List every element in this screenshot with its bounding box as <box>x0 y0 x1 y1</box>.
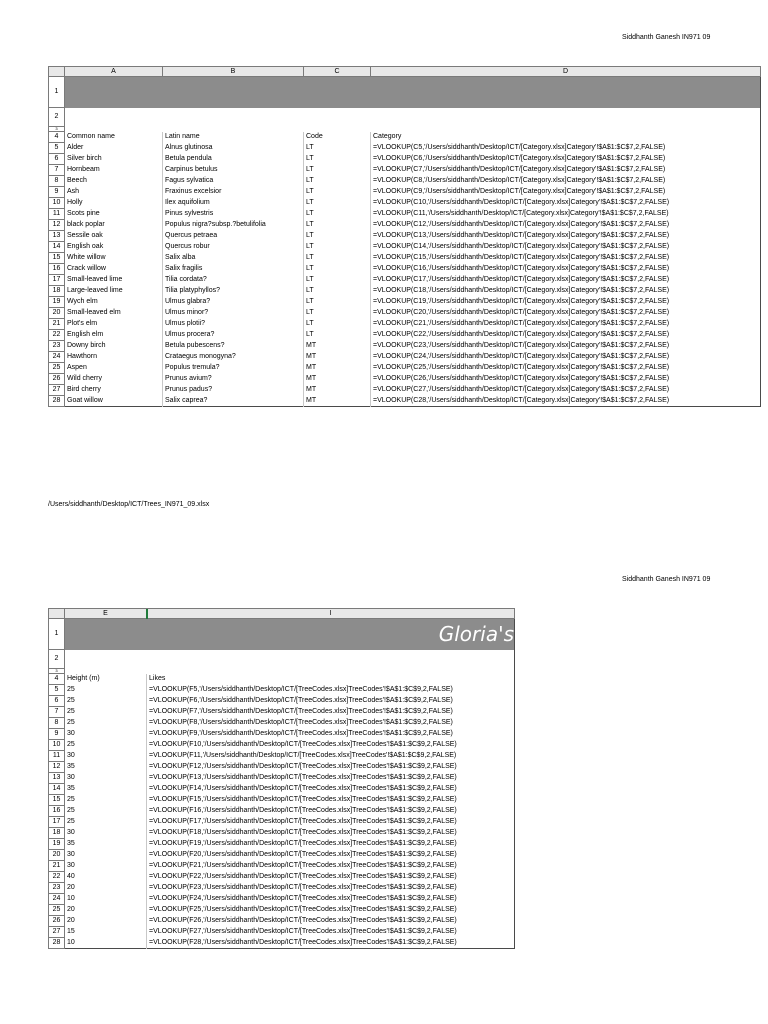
cell-category-formula[interactable]: =VLOOKUP(C15,'/Users/siddhanth/Desktop/ICT/[Category.xlsx]Category'!$A$1:$C$7,2,FALSE) <box>371 253 761 264</box>
cell-category-formula[interactable]: =VLOOKUP(C16,'/Users/siddhanth/Desktop/ICT/[Category.xlsx]Category'!$A$1:$C$7,2,FALSE) <box>371 264 761 275</box>
table-row <box>49 396 761 407</box>
header-likes[interactable]: Likes <box>147 674 515 685</box>
row-number[interactable]: 13 <box>49 231 65 242</box>
row-number[interactable]: 24 <box>49 352 65 363</box>
table-row <box>49 209 761 220</box>
cell-likes-formula[interactable]: =VLOOKUP(F5,'/Users/siddhanth/Desktop/ICT/[TreeCodes.xlsx]TreeCodes'!$A$1:$C$9,2,FALSE) <box>147 685 515 696</box>
column-header-row <box>49 609 515 619</box>
row-number[interactable]: 9 <box>49 187 65 198</box>
cell-code[interactable]: LT <box>304 198 371 209</box>
cell-category-formula[interactable]: =VLOOKUP(C23,'/Users/siddhanth/Desktop/ICT/[Category.xlsx]Category'!$A$1:$C$7,2,FALSE) <box>371 341 761 352</box>
file-path: /Users/siddhanth/Desktop/ICT/Trees_IN971_09.xlsx <box>48 501 210 508</box>
row-number[interactable]: 13 <box>49 773 65 784</box>
table-row <box>49 795 515 806</box>
cell-code[interactable]: LT <box>304 264 371 275</box>
row-number[interactable]: 28 <box>49 938 65 949</box>
cell-common-name[interactable]: Ash <box>65 187 163 198</box>
cell-likes-formula[interactable]: =VLOOKUP(F16,'/Users/siddhanth/Desktop/ICT/[TreeCodes.xlsx]TreeCodes'!$A$1:$C$9,2,FALSE) <box>147 806 515 817</box>
row-number[interactable]: 23 <box>49 341 65 352</box>
row-number[interactable]: 21 <box>49 319 65 330</box>
cell-common-name[interactable]: Hawthorn <box>65 352 163 363</box>
table-row <box>49 297 761 308</box>
cell-code[interactable]: LT <box>304 308 371 319</box>
row-number[interactable]: 25 <box>49 363 65 374</box>
table-row <box>49 872 515 883</box>
cell-category-formula[interactable]: =VLOOKUP(C11,'/Users/siddhanth/Desktop/ICT/[Category.xlsx]Category'!$A$1:$C$7,2,FALSE) <box>371 209 761 220</box>
cell-code[interactable]: LT <box>304 143 371 154</box>
cell-latin-name[interactable]: Carpinus betulus <box>163 165 304 176</box>
cell-common-name[interactable]: Small-leaved elm <box>65 308 163 319</box>
row-number[interactable]: 21 <box>49 861 65 872</box>
row-number[interactable]: 5 <box>49 143 65 154</box>
cell-common-name[interactable]: Downy birch <box>65 341 163 352</box>
cell-likes-formula[interactable]: =VLOOKUP(F17,'/Users/siddhanth/Desktop/ICT/[TreeCodes.xlsx]TreeCodes'!$A$1:$C$9,2,FALSE) <box>147 817 515 828</box>
row-number[interactable]: 20 <box>49 308 65 319</box>
table-row <box>49 308 761 319</box>
cell-height[interactable]: 20 <box>65 916 147 927</box>
cell-latin-name[interactable]: Ilex aquifolium <box>163 198 304 209</box>
table-row <box>49 341 761 352</box>
row-number[interactable]: 26 <box>49 374 65 385</box>
cell-code[interactable]: MT <box>304 363 371 374</box>
table-row <box>49 275 761 286</box>
table-row <box>49 784 515 795</box>
cell-code[interactable]: LT <box>304 209 371 220</box>
table-row <box>49 363 761 374</box>
table-row <box>49 729 515 740</box>
cell-likes-formula[interactable]: =VLOOKUP(F9,'/Users/siddhanth/Desktop/ICT/[TreeCodes.xlsx]TreeCodes'!$A$1:$C$9,2,FALSE) <box>147 729 515 740</box>
row-number[interactable]: 22 <box>49 330 65 341</box>
cell-category-formula[interactable]: =VLOOKUP(C25,'/Users/siddhanth/Desktop/ICT/[Category.xlsx]Category'!$A$1:$C$7,2,FALSE) <box>371 363 761 374</box>
corner-cell[interactable] <box>49 609 65 619</box>
cell-likes-formula[interactable]: =VLOOKUP(F27,'/Users/siddhanth/Desktop/ICT/[TreeCodes.xlsx]TreeCodes'!$A$1:$C$9,2,FALSE) <box>147 927 515 938</box>
table-row <box>49 154 761 165</box>
sheet-page1 <box>48 66 761 407</box>
banner-title[interactable]: Gloria's <box>65 619 515 650</box>
cell-code[interactable]: LT <box>304 165 371 176</box>
cell-height[interactable]: 20 <box>65 905 147 916</box>
blank-cell[interactable] <box>65 108 761 127</box>
table-row <box>49 330 761 341</box>
cell-category-formula[interactable]: =VLOOKUP(C8,'/Users/siddhanth/Desktop/ICT/[Category.xlsx]Category'!$A$1:$C$7,2,FALSE) <box>371 176 761 187</box>
row-number[interactable]: 8 <box>49 176 65 187</box>
cell-height[interactable]: 25 <box>65 718 147 729</box>
table-row <box>49 143 761 154</box>
cell-code[interactable]: LT <box>304 297 371 308</box>
row-number[interactable]: 6 <box>49 154 65 165</box>
cell-latin-name[interactable]: Pinus sylvestris <box>163 209 304 220</box>
cell-height[interactable]: 25 <box>65 817 147 828</box>
cell-height[interactable]: 25 <box>65 707 147 718</box>
table-row <box>49 883 515 894</box>
cell-latin-name[interactable]: Salix caprea? <box>163 396 304 407</box>
cell-code[interactable]: LT <box>304 242 371 253</box>
row-number[interactable]: 14 <box>49 242 65 253</box>
table-row <box>49 231 761 242</box>
row-number[interactable]: 18 <box>49 286 65 297</box>
cell-category-formula[interactable]: =VLOOKUP(C22,'/Users/siddhanth/Desktop/ICT/[Category.xlsx]Category'!$A$1:$C$7,2,FALSE) <box>371 330 761 341</box>
cell-code[interactable]: MT <box>304 385 371 396</box>
cell-likes-formula[interactable]: =VLOOKUP(F12,'/Users/siddhanth/Desktop/ICT/[TreeCodes.xlsx]TreeCodes'!$A$1:$C$9,2,FALSE) <box>147 762 515 773</box>
page2-header: Siddhanth Ganesh IN971 09 <box>622 576 711 583</box>
cell-height[interactable]: 10 <box>65 938 147 949</box>
column-header-e[interactable]: E <box>65 609 147 619</box>
cell-code[interactable]: LT <box>304 231 371 242</box>
row-number[interactable]: 19 <box>49 297 65 308</box>
row-number[interactable]: 3 <box>49 669 65 674</box>
cell-latin-name[interactable]: Fagus sylvatica <box>163 176 304 187</box>
cell-likes-formula[interactable]: =VLOOKUP(F21,'/Users/siddhanth/Desktop/ICT/[TreeCodes.xlsx]TreeCodes'!$A$1:$C$9,2,FALSE) <box>147 861 515 872</box>
row-number[interactable]: 18 <box>49 828 65 839</box>
row-number[interactable]: 19 <box>49 839 65 850</box>
cell-category-formula[interactable]: =VLOOKUP(C7,'/Users/siddhanth/Desktop/ICT/[Category.xlsx]Category'!$A$1:$C$7,2,FALSE) <box>371 165 761 176</box>
row-number[interactable]: 5 <box>49 685 65 696</box>
cell-code[interactable]: LT <box>304 286 371 297</box>
cell-category-formula[interactable]: =VLOOKUP(C20,'/Users/siddhanth/Desktop/ICT/[Category.xlsx]Category'!$A$1:$C$7,2,FALSE) <box>371 308 761 319</box>
cell-common-name[interactable]: Wild cherry <box>65 374 163 385</box>
column-selection-marker <box>146 609 148 619</box>
table-row <box>49 916 515 927</box>
header-latin-name[interactable]: Latin name <box>163 132 304 143</box>
row-number[interactable]: 3 <box>49 127 65 132</box>
table-row <box>49 198 761 209</box>
table-row <box>49 165 761 176</box>
table-row <box>49 385 761 396</box>
table-row <box>49 740 515 751</box>
row-number[interactable]: 16 <box>49 806 65 817</box>
cell-code[interactable]: LT <box>304 154 371 165</box>
cell-latin-name[interactable]: Populus tremula? <box>163 363 304 374</box>
row-number[interactable]: 6 <box>49 696 65 707</box>
row-number[interactable]: 12 <box>49 220 65 231</box>
cell-latin-name[interactable]: Ulmus minor? <box>163 308 304 319</box>
cell-common-name[interactable]: Beech <box>65 176 163 187</box>
cell-category-formula[interactable]: =VLOOKUP(C27,'/Users/siddhanth/Desktop/ICT/[Category.xlsx]Category'!$A$1:$C$7,2,FALSE) <box>371 385 761 396</box>
table-row <box>49 696 515 707</box>
row-number[interactable]: 16 <box>49 264 65 275</box>
header-code[interactable]: Code <box>304 132 371 143</box>
row-number[interactable]: 23 <box>49 883 65 894</box>
table-row <box>49 927 515 938</box>
cell-common-name[interactable]: Alder <box>65 143 163 154</box>
cell-likes-formula[interactable]: =VLOOKUP(F26,'/Users/siddhanth/Desktop/ICT/[TreeCodes.xlsx]TreeCodes'!$A$1:$C$9,2,FALSE) <box>147 916 515 927</box>
table-row <box>49 242 761 253</box>
table-row <box>49 707 515 718</box>
cell-height[interactable]: 35 <box>65 762 147 773</box>
corner-cell[interactable] <box>49 67 65 77</box>
cell-height[interactable]: 35 <box>65 839 147 850</box>
cell-common-name[interactable]: black poplar <box>65 220 163 231</box>
table-row <box>49 176 761 187</box>
cell-height[interactable]: 30 <box>65 773 147 784</box>
table-row <box>49 894 515 905</box>
cell-likes-formula[interactable]: =VLOOKUP(F11,'/Users/siddhanth/Desktop/ICT/[TreeCodes.xlsx]TreeCodes'!$A$1:$C$9,2,FALSE) <box>147 751 515 762</box>
table-row <box>49 220 761 231</box>
cell-likes-formula[interactable]: =VLOOKUP(F25,'/Users/siddhanth/Desktop/ICT/[TreeCodes.xlsx]TreeCodes'!$A$1:$C$9,2,FALSE) <box>147 905 515 916</box>
banner-row <box>49 619 515 650</box>
row-number[interactable]: 8 <box>49 718 65 729</box>
table-row <box>49 839 515 850</box>
cell-latin-name[interactable]: Quercus robur <box>163 242 304 253</box>
table-row <box>49 938 515 949</box>
cell-height[interactable]: 25 <box>65 685 147 696</box>
cell-code[interactable]: LT <box>304 220 371 231</box>
cell-latin-name[interactable]: Ulmus glabra? <box>163 297 304 308</box>
row-number[interactable]: 28 <box>49 396 65 407</box>
table-row <box>49 806 515 817</box>
table-row <box>49 374 761 385</box>
cell-likes-formula[interactable]: =VLOOKUP(F6,'/Users/siddhanth/Desktop/ICT/[TreeCodes.xlsx]TreeCodes'!$A$1:$C$9,2,FALSE) <box>147 696 515 707</box>
cell-code[interactable]: LT <box>304 330 371 341</box>
cell-latin-name[interactable]: Betula pubescens? <box>163 341 304 352</box>
header-row <box>49 674 515 685</box>
cell-common-name[interactable]: Goat willow <box>65 396 163 407</box>
cell-latin-name[interactable]: Prunus padus? <box>163 385 304 396</box>
table-row <box>49 850 515 861</box>
cell-common-name[interactable]: Bird cherry <box>65 385 163 396</box>
table-row <box>49 253 761 264</box>
cell-height[interactable]: 30 <box>65 751 147 762</box>
column-header-b[interactable]: B <box>163 67 304 77</box>
cell-latin-name[interactable]: Crataegus monogyna? <box>163 352 304 363</box>
cell-code[interactable]: MT <box>304 341 371 352</box>
row-number[interactable]: 7 <box>49 707 65 718</box>
cell-height[interactable]: 25 <box>65 740 147 751</box>
cell-common-name[interactable]: Holly <box>65 198 163 209</box>
row-number[interactable]: 1 <box>49 77 65 108</box>
column-header-a[interactable]: A <box>65 67 163 77</box>
cell-height[interactable]: 40 <box>65 872 147 883</box>
table-row <box>49 352 761 363</box>
row-number[interactable]: 20 <box>49 850 65 861</box>
table-row <box>49 905 515 916</box>
row-number[interactable]: 12 <box>49 762 65 773</box>
row-number[interactable]: 2 <box>49 650 65 669</box>
cell-height[interactable]: 25 <box>65 806 147 817</box>
cell-category-formula[interactable]: =VLOOKUP(C21,'/Users/siddhanth/Desktop/ICT/[Category.xlsx]Category'!$A$1:$C$7,2,FALSE) <box>371 319 761 330</box>
table-row <box>49 187 761 198</box>
cell-likes-formula[interactable]: =VLOOKUP(F14,'/Users/siddhanth/Desktop/ICT/[TreeCodes.xlsx]TreeCodes'!$A$1:$C$9,2,FALSE) <box>147 784 515 795</box>
cell-common-name[interactable]: Silver birch <box>65 154 163 165</box>
cell-latin-name[interactable]: Prunus avium? <box>163 374 304 385</box>
cell-category-formula[interactable]: =VLOOKUP(C17,'/Users/siddhanth/Desktop/ICT/[Category.xlsx]Category'!$A$1:$C$7,2,FALSE) <box>371 275 761 286</box>
cell-code[interactable]: MT <box>304 374 371 385</box>
cell-code[interactable]: LT <box>304 253 371 264</box>
row-number[interactable]: 17 <box>49 275 65 286</box>
row-number[interactable]: 24 <box>49 894 65 905</box>
row-number[interactable]: 10 <box>49 198 65 209</box>
column-header-c[interactable]: C <box>304 67 371 77</box>
cell-height[interactable]: 30 <box>65 828 147 839</box>
row-number[interactable]: 11 <box>49 209 65 220</box>
row-number[interactable]: 22 <box>49 872 65 883</box>
cell-latin-name[interactable]: Salix fragilis <box>163 264 304 275</box>
cell-height[interactable]: 30 <box>65 729 147 740</box>
cell-category-formula[interactable]: =VLOOKUP(C12,'/Users/siddhanth/Desktop/ICT/[Category.xlsx]Category'!$A$1:$C$7,2,FALSE) <box>371 220 761 231</box>
cell-category-formula[interactable]: =VLOOKUP(C26,'/Users/siddhanth/Desktop/ICT/[Category.xlsx]Category'!$A$1:$C$7,2,FALSE) <box>371 374 761 385</box>
cell-likes-formula[interactable]: =VLOOKUP(F7,'/Users/siddhanth/Desktop/ICT/[TreeCodes.xlsx]TreeCodes'!$A$1:$C$9,2,FALSE) <box>147 707 515 718</box>
cell-likes-formula[interactable]: =VLOOKUP(F28,'/Users/siddhanth/Desktop/ICT/[TreeCodes.xlsx]TreeCodes'!$A$1:$C$9,2,FALSE) <box>147 938 515 949</box>
banner-cell[interactable] <box>65 77 761 108</box>
cell-code[interactable]: MT <box>304 352 371 363</box>
header-common-name[interactable]: Common name <box>65 132 163 143</box>
cell-latin-name[interactable]: Tilia platyphyllos? <box>163 286 304 297</box>
cell-height[interactable]: 25 <box>65 795 147 806</box>
blank-cell[interactable] <box>65 650 515 669</box>
cell-height[interactable]: 10 <box>65 894 147 905</box>
cell-common-name[interactable]: Sessile oak <box>65 231 163 242</box>
cell-likes-formula[interactable]: =VLOOKUP(F13,'/Users/siddhanth/Desktop/ICT/[TreeCodes.xlsx]TreeCodes'!$A$1:$C$9,2,FALSE) <box>147 773 515 784</box>
cell-likes-formula[interactable]: =VLOOKUP(F24,'/Users/siddhanth/Desktop/ICT/[TreeCodes.xlsx]TreeCodes'!$A$1:$C$9,2,FALSE) <box>147 894 515 905</box>
cell-latin-name[interactable]: Ulmus procera? <box>163 330 304 341</box>
cell-category-formula[interactable]: =VLOOKUP(C18,'/Users/siddhanth/Desktop/ICT/[Category.xlsx]Category'!$A$1:$C$7,2,FALSE) <box>371 286 761 297</box>
cell-common-name[interactable]: Large-leaved lime <box>65 286 163 297</box>
row-number[interactable]: 11 <box>49 751 65 762</box>
table-row <box>49 828 515 839</box>
cell-common-name[interactable]: White willow <box>65 253 163 264</box>
table-row <box>49 762 515 773</box>
cell-likes-formula[interactable]: =VLOOKUP(F23,'/Users/siddhanth/Desktop/ICT/[TreeCodes.xlsx]TreeCodes'!$A$1:$C$9,2,FALSE) <box>147 883 515 894</box>
row-number[interactable]: 4 <box>49 674 65 685</box>
cell-latin-name[interactable]: Fraxinus excelsior <box>163 187 304 198</box>
cell-height[interactable]: 35 <box>65 784 147 795</box>
row-number[interactable]: 10 <box>49 740 65 751</box>
cell-category-formula[interactable]: =VLOOKUP(C6,'/Users/siddhanth/Desktop/ICT/[Category.xlsx]Category'!$A$1:$C$7,2,FALSE) <box>371 154 761 165</box>
table-row <box>49 685 515 696</box>
cell-common-name[interactable]: Crack willow <box>65 264 163 275</box>
table-row <box>49 286 761 297</box>
row-number[interactable]: 7 <box>49 165 65 176</box>
cell-common-name[interactable]: Aspen <box>65 363 163 374</box>
cell-category-formula[interactable]: =VLOOKUP(C24,'/Users/siddhanth/Desktop/ICT/[Category.xlsx]Category'!$A$1:$C$7,2,FALSE) <box>371 352 761 363</box>
cell-code[interactable]: LT <box>304 275 371 286</box>
row-number[interactable]: 25 <box>49 905 65 916</box>
blank-row <box>49 650 515 669</box>
column-header-d[interactable]: D <box>371 67 761 77</box>
cell-common-name[interactable]: Scots pine <box>65 209 163 220</box>
table-row <box>49 264 761 275</box>
row-number[interactable]: 15 <box>49 253 65 264</box>
row-number[interactable]: 4 <box>49 132 65 143</box>
cell-common-name[interactable]: Wych elm <box>65 297 163 308</box>
cell-code[interactable]: LT <box>304 187 371 198</box>
row-number[interactable]: 27 <box>49 385 65 396</box>
cell-code[interactable]: LT <box>304 319 371 330</box>
cell-height[interactable]: 15 <box>65 927 147 938</box>
cell-likes-formula[interactable]: =VLOOKUP(F19,'/Users/siddhanth/Desktop/ICT/[TreeCodes.xlsx]TreeCodes'!$A$1:$C$9,2,FALSE) <box>147 839 515 850</box>
cell-height[interactable]: 30 <box>65 850 147 861</box>
row-number[interactable]: 1 <box>49 619 65 650</box>
table-row <box>49 861 515 872</box>
cell-common-name[interactable]: Plot's elm <box>65 319 163 330</box>
table-row <box>49 773 515 784</box>
row-number[interactable]: 2 <box>49 108 65 127</box>
header-height[interactable]: Height (m) <box>65 674 147 685</box>
sheet-page2 <box>48 608 515 949</box>
row-number[interactable]: 9 <box>49 729 65 740</box>
table-row <box>49 319 761 330</box>
cell-latin-name[interactable]: Betula pendula <box>163 154 304 165</box>
cell-code[interactable]: LT <box>304 176 371 187</box>
table-row <box>49 751 515 762</box>
cell-common-name[interactable]: Hornbeam <box>65 165 163 176</box>
cell-likes-formula[interactable]: =VLOOKUP(F20,'/Users/siddhanth/Desktop/ICT/[TreeCodes.xlsx]TreeCodes'!$A$1:$C$9,2,FALSE) <box>147 850 515 861</box>
cell-likes-formula[interactable]: =VLOOKUP(F8,'/Users/siddhanth/Desktop/ICT/[TreeCodes.xlsx]TreeCodes'!$A$1:$C$9,2,FALSE) <box>147 718 515 729</box>
row-number[interactable]: 27 <box>49 927 65 938</box>
row-number[interactable]: 26 <box>49 916 65 927</box>
cell-latin-name[interactable]: Quercus petraea <box>163 231 304 242</box>
cell-common-name[interactable]: English elm <box>65 330 163 341</box>
table-row <box>49 817 515 828</box>
cell-latin-name[interactable]: Salix alba <box>163 253 304 264</box>
header-category[interactable]: Category <box>371 132 761 143</box>
banner-row <box>49 77 761 108</box>
cell-likes-formula[interactable]: =VLOOKUP(F18,'/Users/siddhanth/Desktop/ICT/[TreeCodes.xlsx]TreeCodes'!$A$1:$C$9,2,FALSE) <box>147 828 515 839</box>
cell-category-formula[interactable]: =VLOOKUP(C10,'/Users/siddhanth/Desktop/ICT/[Category.xlsx]Category'!$A$1:$C$7,2,FALSE) <box>371 198 761 209</box>
cell-likes-formula[interactable]: =VLOOKUP(F15,'/Users/siddhanth/Desktop/ICT/[TreeCodes.xlsx]TreeCodes'!$A$1:$C$9,2,FALSE) <box>147 795 515 806</box>
cell-latin-name[interactable]: Populus nigra?subsp.?betulifolia <box>163 220 304 231</box>
table-row <box>49 718 515 729</box>
cell-category-formula[interactable]: =VLOOKUP(C14,'/Users/siddhanth/Desktop/ICT/[Category.xlsx]Category'!$A$1:$C$7,2,FALSE) <box>371 242 761 253</box>
column-header-row <box>49 67 761 77</box>
cell-category-formula[interactable]: =VLOOKUP(C5,'/Users/siddhanth/Desktop/ICT/[Category.xlsx]Category'!$A$1:$C$7,2,FALSE) <box>371 143 761 154</box>
cell-category-formula[interactable]: =VLOOKUP(C9,'/Users/siddhanth/Desktop/ICT/[Category.xlsx]Category'!$A$1:$C$7,2,FALSE) <box>371 187 761 198</box>
cell-category-formula[interactable]: =VLOOKUP(C13,'/Users/siddhanth/Desktop/ICT/[Category.xlsx]Category'!$A$1:$C$7,2,FALSE) <box>371 231 761 242</box>
cell-latin-name[interactable]: Ulmus plotii? <box>163 319 304 330</box>
row-number[interactable]: 17 <box>49 817 65 828</box>
cell-category-formula[interactable]: =VLOOKUP(C19,'/Users/siddhanth/Desktop/ICT/[Category.xlsx]Category'!$A$1:$C$7,2,FALSE) <box>371 297 761 308</box>
blank-row <box>49 108 761 127</box>
column-header-i[interactable]: I <box>147 609 515 619</box>
cell-likes-formula[interactable]: =VLOOKUP(F22,'/Users/siddhanth/Desktop/ICT/[TreeCodes.xlsx]TreeCodes'!$A$1:$C$9,2,FALSE) <box>147 872 515 883</box>
cell-common-name[interactable]: English oak <box>65 242 163 253</box>
cell-latin-name[interactable]: Alnus glutinosa <box>163 143 304 154</box>
cell-height[interactable]: 20 <box>65 883 147 894</box>
cell-category-formula[interactable]: =VLOOKUP(C28,'/Users/siddhanth/Desktop/ICT/[Category.xlsx]Category'!$A$1:$C$7,2,FALSE) <box>371 396 761 407</box>
header-row <box>49 132 761 143</box>
cell-height[interactable]: 30 <box>65 861 147 872</box>
cell-likes-formula[interactable]: =VLOOKUP(F10,'/Users/siddhanth/Desktop/ICT/[TreeCodes.xlsx]TreeCodes'!$A$1:$C$9,2,FALSE) <box>147 740 515 751</box>
row-number[interactable]: 15 <box>49 795 65 806</box>
cell-common-name[interactable]: Small-leaved lime <box>65 275 163 286</box>
page1-header: Siddhanth Ganesh IN971 09 <box>622 34 711 41</box>
row-number[interactable]: 14 <box>49 784 65 795</box>
cell-height[interactable]: 25 <box>65 696 147 707</box>
cell-latin-name[interactable]: Tilia cordata? <box>163 275 304 286</box>
cell-code[interactable]: MT <box>304 396 371 407</box>
